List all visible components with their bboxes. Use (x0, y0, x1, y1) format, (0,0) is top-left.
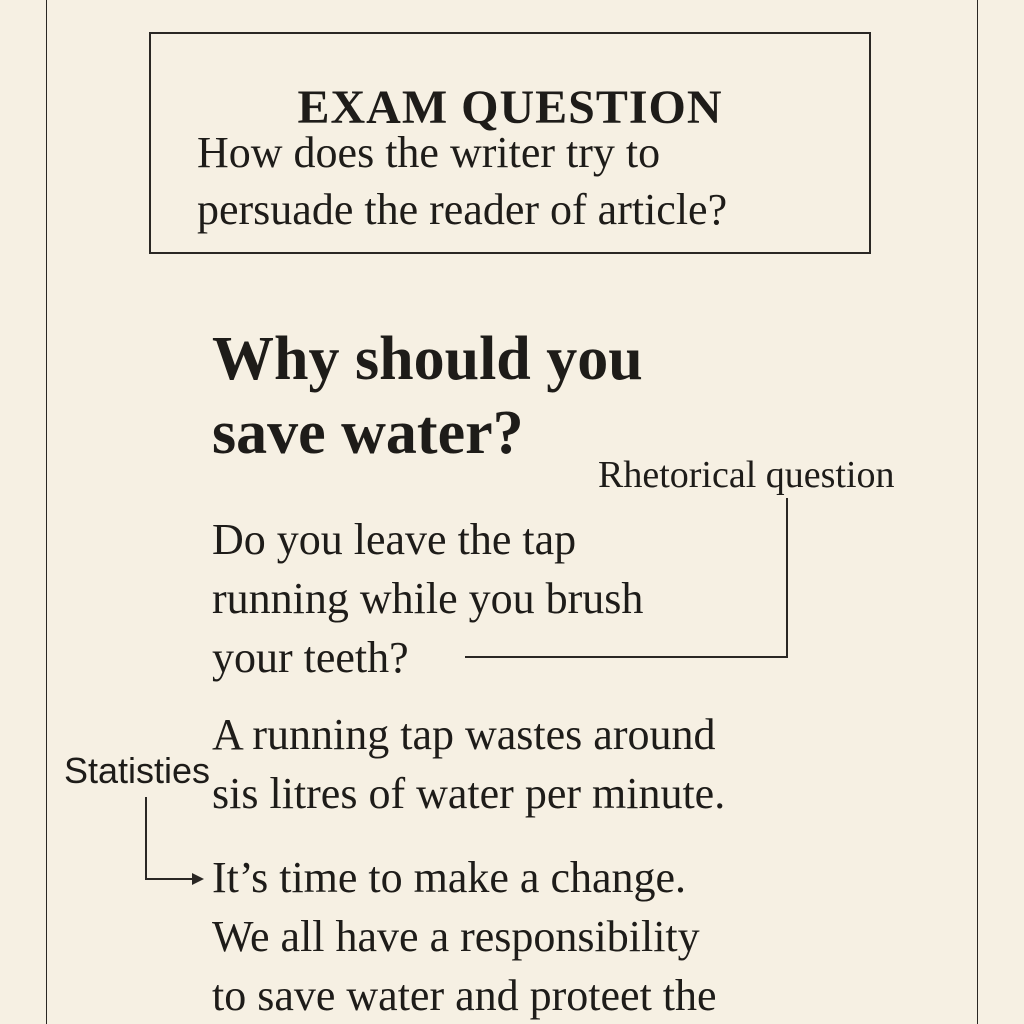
paragraph-rhetorical (212, 510, 643, 687)
paragraph-line: to save water and proteet the (212, 971, 717, 1020)
left-margin-rule (46, 0, 47, 1024)
article-title (212, 322, 643, 470)
paragraph-line: We all have a responsibility (212, 912, 700, 961)
paragraph-line: your teeth? (212, 633, 409, 682)
right-margin-rule (977, 0, 978, 1024)
paragraph-line: sis litres of water per minute. (212, 769, 726, 818)
article-title-line: save water? (212, 399, 524, 467)
annotation-statistics: Statisties (64, 750, 211, 791)
paragraph-call-to-action (212, 848, 717, 1024)
paragraph-line: Do you leave the tap (212, 515, 577, 564)
paragraph-statistics (212, 705, 725, 823)
paragraph-line: It’s time to make a change. (212, 853, 687, 902)
paragraph-line: running while you brush (212, 574, 644, 623)
exam-question-text (197, 124, 727, 238)
annotation-rhetorical-question: Rhetorical question (598, 454, 895, 496)
arrow-right-icon (192, 873, 204, 885)
exam-heading: EXAM QUESTION (297, 81, 723, 134)
article-title-line: Why should you (212, 325, 643, 393)
exam-question-line: persuade the reader of article? (197, 185, 728, 234)
statistics-connector-line (146, 797, 196, 879)
paragraph-line: A running tap wastes around (212, 710, 716, 759)
exam-question-line: How does the writer try to (197, 128, 661, 177)
